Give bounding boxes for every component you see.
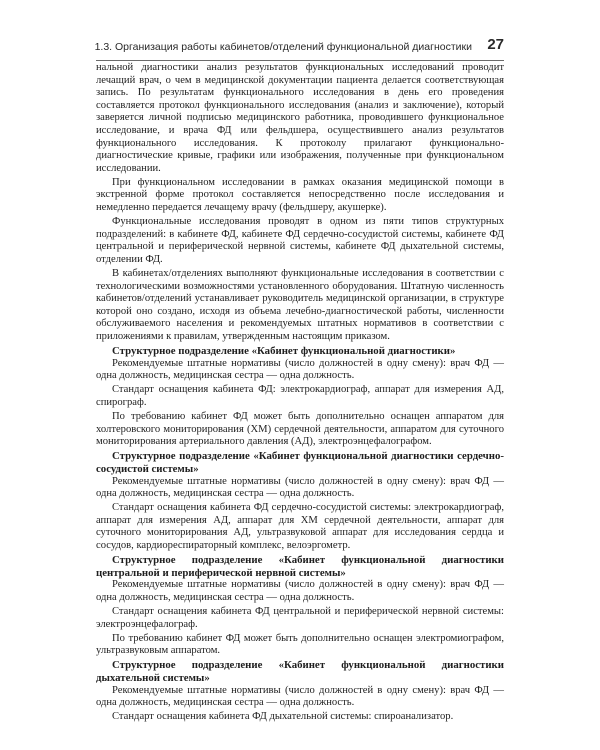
paragraph: Рекомендуемые штатные нормативы (число должностей в одну смену): врач ФД — одна должность, медицинская сестра — одна должность. [96, 684, 504, 709]
paragraph: Рекомендуемые штатные нормативы (число должностей в одну смену): врач ФД — одна должность, медицинская сестра — одна должность. [96, 357, 504, 382]
paragraph: Функциональные исследования проводят в одном из пяти типов структурных подразделений: в кабинете ФД, кабинете ФД сердечно-сосудистой системы, кабинете ФД центральной и периферической нервной системы, кабинете ФД дыхательной системы, отделении ФД. [96, 216, 504, 265]
paragraph: Стандарт оснащения кабинета ФД дыхательной системы: спироанализатор. [112, 711, 454, 723]
section-heading-cardiovascular: Структурное подразделение «Кабинет функциональной диагностики сердечно-сосудистой системы» [96, 450, 504, 475]
paragraph: Стандарт оснащения кабинета ФД центральной и периферической нервной системы: электроэнцефалограф. [96, 605, 504, 630]
section-heading-nervous-system: Структурное подразделение «Кабинет функциональной диагностики центральной и периферической нервной системы» [96, 554, 504, 579]
paragraph: В кабинетах/отделениях выполняют функциональные исследования в соответствии с технологическими возможностями установленного оборудования. Штатную численность кабинетов/отделений устанавливает руководитель медицинской организации, в структуре которой оно создано, исходя из объема лечебно-диагностической работы, численности обслуживаемого населения и рекомендуемых штатных нормативов в соответствии с приложениями к правилам, утвержденным настоящим приказом. [96, 268, 504, 342]
paragraph: нальной диагностики анализ результатов функциональных исследований проводит лечащий врач, о чем в медицинской документации пациента делается соответствующая запись. По результатам функционального исследования в день его проведения составляется протокол функционального исследования (анализ и заключение), который заверяется личной подписью медицинского работника, проводившего функциональное исследование, и врача ФД или фельдшера, осуществившего анализ результатов функционального исследования. К протоколу прилагают функционально-диагностические кривые, графики или изображения, полученные при функциональном исследовании. [96, 62, 504, 174]
section-heading-respiratory: Структурное подразделение «Кабинет функциональной диагностики дыхательной системы» [96, 659, 504, 684]
running-header [96, 38, 504, 61]
paragraph: Рекомендуемые штатные нормативы (число должностей в одну смену): врач ФД — одна должность, медицинская сестра — одна должность. [96, 475, 504, 500]
page-number: 27 [487, 36, 504, 53]
chapter-title: 1.3. Организация работы кабинетов/отделений функциональной диагностики [94, 41, 472, 53]
page-body [96, 62, 504, 725]
section-heading-fd-cabinet: Структурное подразделение «Кабинет функциональной диагностики» [112, 345, 456, 358]
paragraph: При функциональном исследовании в рамках оказания медицинской помощи в экстренной форме протокол составляется непосредственно после исследования и немедленно передается лечащему врачу (фельдшеру, акушерке). [96, 176, 504, 214]
paragraph: По требованию кабинет ФД может быть дополнительно оснащен электромиографом, ультразвуковым аппаратом. [96, 632, 504, 657]
paragraph: По требованию кабинет ФД может быть дополнительно оснащен аппаратом для холтеровского мониторирования (ХМ) сердечной деятельности, аппаратом для суточного мониторирования артериального давления (АД), электроэнцефалографом. [96, 411, 504, 448]
paragraph: Стандарт оснащения кабинета ФД: электрокардиограф, аппарат для измерения АД, спирограф. [96, 384, 504, 408]
paragraph: Стандарт оснащения кабинета ФД сердечно-сосудистой системы: электрокардиограф, аппарат для измерения АД, аппарат для ХМ сердечной деятельности, аппарат для суточного мониторирования АД, ультразвуковой аппарат для исследования сердца и сосудов, кардиореспираторный комплекс, велоэргометр. [96, 502, 504, 551]
paragraph: Рекомендуемые штатные нормативы (число должностей в одну смену): врач ФД — одна должность, медицинская сестра — одна должность. [96, 579, 504, 603]
